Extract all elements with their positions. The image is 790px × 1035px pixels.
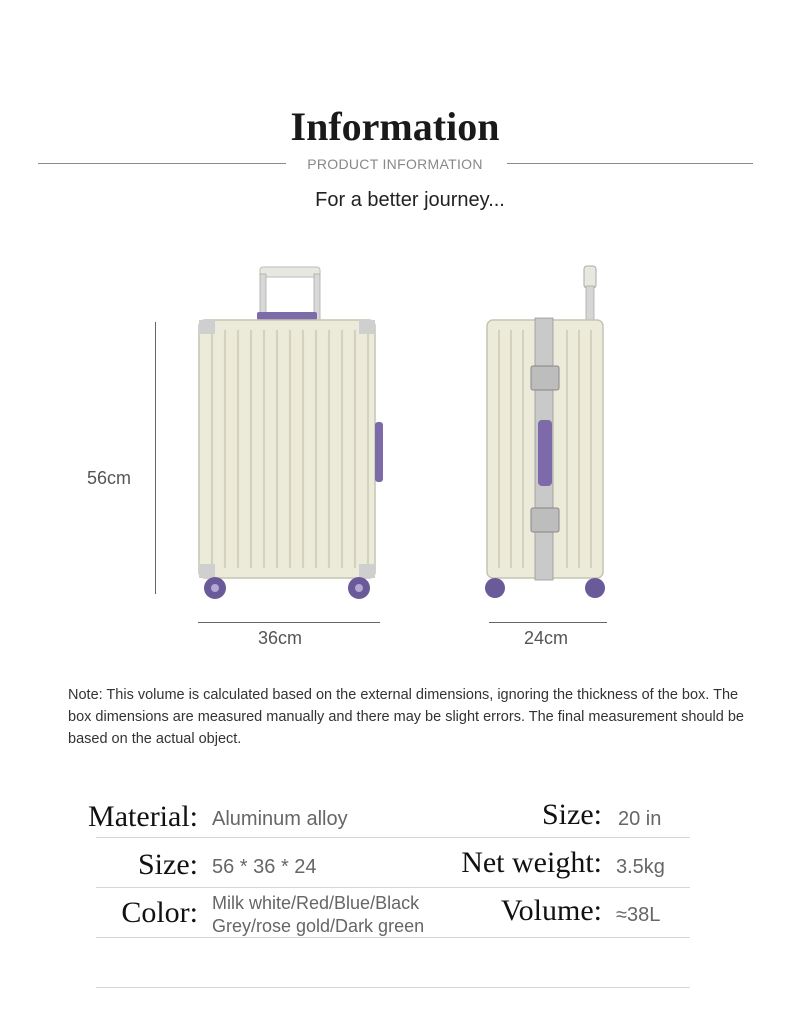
size-value: 20 in [618,808,662,830]
row-divider [96,837,690,838]
row-divider [96,987,690,988]
tagline: For a better journey... [315,189,505,211]
section-subtitle: PRODUCT INFORMATION [307,156,483,172]
material-label: Material: [88,800,198,833]
volume-value: ≈38L [616,904,661,926]
volume-label: Volume: [500,894,602,927]
color-value-line2: Grey/rose gold/Dark green [212,916,425,936]
size-label: Size: [542,798,602,831]
dimensions-value: 56 * 36 * 24 [212,856,317,878]
suitcase-front-image [185,262,390,604]
width-dimension-line [198,622,380,623]
net-weight-label: Net weight: [461,846,602,879]
dimensions-label: Size: [138,848,198,881]
material-value: Aluminum alloy [212,808,348,830]
width-label: 36cm [258,628,303,648]
depth-label: 24cm [524,628,569,648]
row-divider [96,937,690,938]
row-divider [96,887,690,888]
color-value-line1: Milk white/Red/Blue/Black [212,893,420,913]
color-label: Color: [121,896,198,929]
suitcase-side-image [475,262,615,604]
measurement-note: Note: This volume is calculated based on the external dimensions, ignoring the thickness of the box. The box dimensions are measured manually and there may be slight errors. The final measurement should be based on the actual object. [68,687,744,747]
right-divider [507,163,753,164]
page-title: Information [290,104,500,149]
net-weight-value: 3.5kg [616,856,665,878]
height-label: 56cm [87,468,132,488]
left-divider [38,163,286,164]
depth-dimension-line [489,622,607,623]
height-dimension-line [155,322,156,594]
